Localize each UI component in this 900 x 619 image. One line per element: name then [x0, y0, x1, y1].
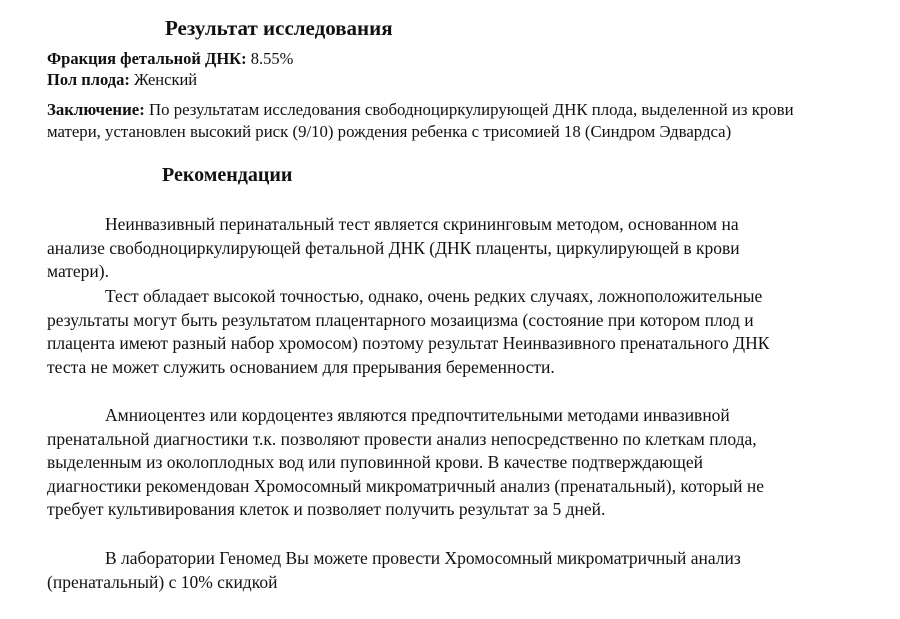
- paragraph-line: теста не может служить основанием для прерывания беременности.: [47, 356, 555, 377]
- recommendation-paragraph-1: [47, 213, 877, 284]
- paragraph-line: выделенным из околоплодных вод или пуповинной крови. В качестве подтверждающей: [47, 452, 703, 472]
- conclusion-line: [47, 99, 877, 121]
- fetal-sex-line: [47, 69, 197, 90]
- conclusion-text: По результатам исследования свободноциркулирующей ДНК плода, выделенной из крови: [149, 100, 794, 119]
- recommendation-paragraph-2: [47, 285, 877, 379]
- paragraph-line: пренатальной диагностики т.к. позволяют провести анализ непосредственно по клеткам плода,: [47, 428, 757, 449]
- recommendation-paragraph-3: [47, 404, 877, 522]
- paragraph-line: Неинвазивный перинатальный тест является скрининговым методом, основанном на: [105, 214, 739, 234]
- paragraph-line: анализе свободноциркулирующей фетальной ДНК (ДНК плаценты, циркулирующей в крови: [47, 237, 740, 258]
- conclusion-label: Заключение:: [47, 100, 145, 119]
- result-title: Результат исследования: [165, 16, 393, 40]
- paragraph-line: Тест обладает высокой точностью, однако, очень редких случаях, ложноположительные: [105, 286, 763, 306]
- paragraph-line: диагностики рекомендован Хромосомный микроматричный анализ (пренатальный), который не: [47, 475, 765, 496]
- paragraph-line: В лаборатории Геномед Вы можете провести Хромосомный микроматричный анализ: [105, 548, 741, 568]
- paragraph-line: результаты могут быть результатом плацентарного мозаицизма (состояние при котором плод и: [47, 309, 754, 330]
- paragraph-line: Амниоцентез или кордоцентез являются предпочтительными методами инвазивной: [105, 405, 730, 425]
- paragraph-line: плацента имеют разный набор хромосом) поэтому результат Неинвазивного пренатального ДНК: [47, 333, 770, 353]
- conclusion-line: матери, установлен высокий риск (9/10) рождения ребенка с трисомией 18 (Синдром Эдвардса): [47, 121, 732, 141]
- fetal-fraction-label: Фракция фетальной ДНК:: [47, 49, 247, 68]
- recommendation-paragraph-4: [47, 547, 877, 594]
- recommendations-title: Рекомендации: [162, 164, 293, 186]
- fetal-fraction-line: [47, 48, 293, 69]
- fetal-fraction-value: 8.55%: [250, 49, 294, 68]
- conclusion-paragraph: [47, 99, 877, 142]
- paragraph-line: (пренатальный) с 10% скидкой: [47, 571, 278, 592]
- paragraph-line: матери).: [47, 261, 110, 281]
- fetal-sex-label: Пол плода:: [47, 70, 130, 89]
- paragraph-line: требует культивирования клеток и позволяет получить результат за 5 дней.: [47, 499, 606, 519]
- fetal-sex-value: Женский: [134, 70, 198, 89]
